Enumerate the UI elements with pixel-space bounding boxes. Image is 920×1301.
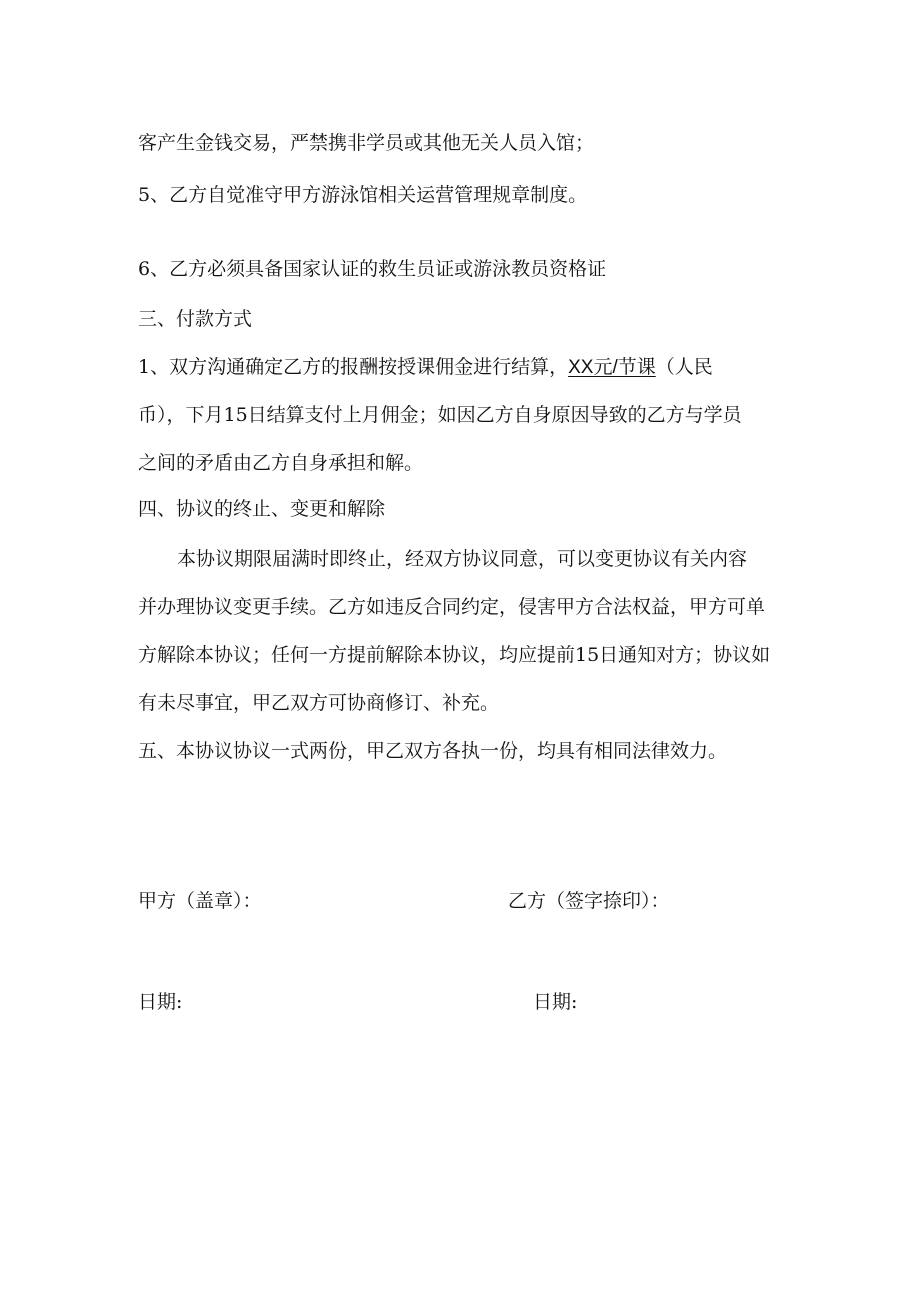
payment-clause-line: 币），下月15日结算支付上月佣金；如因乙方自身原因导致的乙方与学员: [138, 404, 742, 426]
clause-6: 6、乙方必须具备国家认证的救生员证或游泳教员资格证: [138, 258, 607, 280]
currency-note: （人民: [655, 356, 713, 378]
fee-rate: XX元/节课: [568, 357, 656, 378]
termination-paragraph-line: 本协议期限届满时即终止，经双方协议同意，可以变更协议有关内容: [177, 548, 748, 570]
party-a-seal-label: 甲方（盖章）：: [138, 890, 262, 912]
party-b-date-label: 日期:: [533, 991, 578, 1013]
section-heading-termination: 四、协议的终止、变更和解除: [138, 498, 386, 520]
termination-paragraph-line: 有未尽事宜，甲乙双方可协商修订、补充。: [138, 692, 500, 714]
termination-paragraph-line: 方解除本协议；任何一方提前解除本协议，均应提前15日通知对方；协议如: [138, 644, 771, 666]
party-b-signature-label: 乙方（签字捺印）：: [508, 890, 670, 912]
clause-text-line: 客产生金钱交易，严禁携非学员或其他无关人员入馆；: [138, 132, 595, 154]
payment-clause-line: 之间的矛盾由乙方自身承担和解。: [138, 452, 424, 474]
section-copies: 五、本协议协议一式两份，甲乙双方各执一份，均具有相同法律效力。: [138, 740, 728, 762]
clause-5: 5、乙方自觉准守甲方游泳馆相关运营管理规章制度。: [138, 184, 588, 206]
termination-paragraph-line: 并办理协议变更手续。乙方如违反合同约定，侵害甲方合法权益，甲方可单: [138, 596, 766, 618]
section-heading-payment: 三、付款方式: [138, 308, 253, 330]
payment-clause-1: [138, 356, 713, 380]
payment-clause-text: 1、双方沟通确定乙方的报酬按授课佣金进行结算，: [138, 356, 569, 378]
party-a-date-label: 日期:: [138, 991, 183, 1013]
